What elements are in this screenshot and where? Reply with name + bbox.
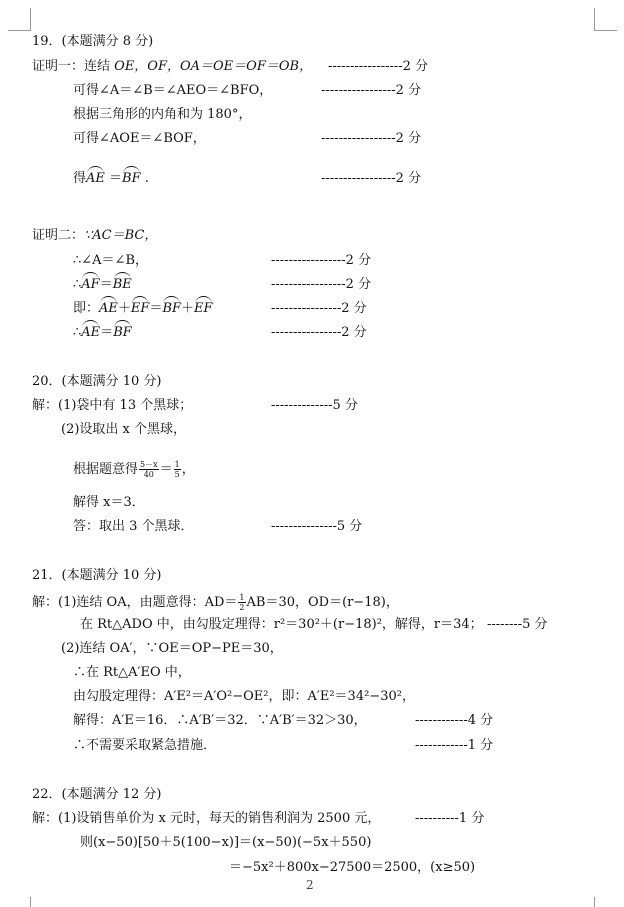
arc-bf: BF (113, 325, 132, 340)
q20-score5: ---------------5 分 (271, 519, 363, 534)
q19-title: 19．(本题满分 8 分) (32, 34, 154, 49)
q21-score2: --------5 分 (487, 617, 548, 632)
q19-proof1-l5a: 得 (73, 171, 87, 186)
q21-line3: (2)连结 OA′，∵OE＝OP−PE＝30， (61, 641, 283, 656)
q21-l1b: AB＝30，OD＝(r−18)， (246, 595, 399, 610)
q20-line3 (73, 460, 195, 479)
q19-proof1-l5b: . (140, 171, 149, 186)
q19-proof1-l1b: OE，OF，OA＝OE＝OF＝OB， (114, 59, 313, 74)
plus-sign: ＋ (181, 301, 195, 316)
q19-proof2-label: 证明二： (32, 228, 85, 243)
page-number: 2 (306, 878, 314, 892)
equals-sign: ＝ (99, 277, 113, 292)
fraction-1-over-5 (174, 460, 181, 479)
q21-line7: ∴不需要采取紧急措施． (73, 738, 217, 753)
crop-mark-bottom-right (594, 897, 617, 907)
q19-proof2-score3: -----------------2 分 (271, 277, 372, 292)
fraction-denominator: 2 (239, 603, 245, 612)
q20-l3a: 根据题意得 (73, 462, 139, 477)
therefore-symbol: ∴ (73, 325, 82, 340)
q19-proof1-l1a: 连结 (84, 59, 115, 74)
q20-l3eq: ＝ (159, 462, 173, 477)
q20-line2: (2)设取出 x 个黑球， (61, 422, 187, 437)
q21-line2: 在 Rt△ADO 中，由勾股定理得：r²＝30²＋(r−18)²，解得，r＝34； (80, 617, 483, 632)
q20-title: 20．(本题满分 10 分) (32, 374, 162, 389)
q19-proof1-line5 (73, 171, 149, 187)
q21-score7: ------------1 分 (415, 738, 494, 753)
q20-line4: 解得 x＝3． (73, 495, 145, 510)
q19-proof2-l4: 即： (73, 301, 100, 316)
q21-line6: 解得：A′E＝16．∴A′B′＝32．∵A′B′＝32＞30， (73, 713, 367, 728)
q19-proof1-score4: -----------------2 分 (321, 131, 422, 146)
fraction-numerator: 5－x (140, 460, 158, 469)
q19-proof2-line4 (73, 301, 213, 317)
q19-proof2-line1 (32, 228, 157, 244)
q19-proof2-score5: ----------------2 分 (271, 325, 367, 340)
q21-line1 (32, 593, 399, 612)
fraction-5-minus-x-over-40 (139, 460, 159, 479)
q20-l3b: ， (181, 462, 195, 477)
q21-l1a: 解：(1)连结 OA，由题意得：AD＝ (32, 595, 238, 610)
q22-title: 22．(本题满分 12 分) (32, 787, 162, 802)
q19-proof1-line1 (32, 59, 312, 75)
arc-ae: AE (99, 301, 118, 316)
q21-line4: ∴在 Rt△A′EO 中， (73, 665, 191, 680)
fraction-numerator: 1 (239, 593, 245, 602)
crop-mark-bottom-left (8, 897, 31, 907)
q22-line3: ＝−5x²＋800x−27500＝2500，(x≥50) (229, 860, 476, 875)
equals-sign: ＝ (149, 301, 163, 316)
q21-score6: ------------4 分 (415, 713, 494, 728)
q20-line5: 答：取出 3 个黑球． (73, 519, 194, 534)
fraction-denominator: 5 (174, 470, 180, 479)
q19-proof1-eq: ＝ (104, 171, 123, 186)
q19-proof2-score4: ----------------2 分 (271, 301, 367, 316)
arc-be: BE (112, 277, 132, 292)
q19-proof2-line3 (73, 277, 132, 293)
q22-line1: 解：(1)设销售单价为 x 元时，每天的销售利润为 2500 元， (32, 811, 381, 826)
crop-mark-top-right (594, 8, 617, 31)
q19-proof2-score2: -----------------2 分 (271, 253, 372, 268)
q19-proof2-l1: ∵AC＝BC， (84, 228, 158, 243)
therefore-symbol: ∴ (73, 277, 82, 292)
q22-score1: ----------1 分 (415, 811, 485, 826)
q19-proof1-score2: -----------------2 分 (321, 83, 422, 98)
fraction-numerator: 1 (174, 460, 180, 469)
crop-mark-top-left (8, 8, 31, 31)
fraction-1-over-2 (238, 593, 245, 612)
arc-af: AF (81, 277, 100, 292)
q19-proof1-line2: 可得∠A＝∠B＝∠AEO＝∠BFO， (73, 83, 273, 98)
q21-title: 21．(本题满分 10 分) (32, 568, 162, 583)
q19-proof1-line3: 根据三角形的内角和为 180°， (73, 107, 252, 122)
q19-proof1-score5: -----------------2 分 (321, 171, 422, 186)
q19-proof2-line2: ∴∠A＝∠B， (73, 253, 148, 268)
fraction-denominator: 40 (143, 470, 154, 479)
q19-proof1-score1: -----------------2 分 (328, 59, 429, 74)
arc-ae: AE (81, 325, 101, 340)
q20-score1: --------------5 分 (271, 398, 358, 413)
q19-proof1-label: 证明一： (32, 59, 85, 74)
equals-sign: ＝ (100, 325, 114, 340)
q21-line5: 由勾股定理得：A′E²＝A′O²−OE²，即：A′E²＝34²−30²， (73, 689, 415, 704)
arc-bf: BF (162, 301, 182, 316)
plus-sign: ＋ (117, 301, 131, 316)
arc-bf: BF (122, 171, 141, 186)
q19-proof2-line5 (73, 325, 132, 341)
arc-ef: EF (130, 301, 150, 316)
arc-ae: AE (86, 171, 105, 186)
q22-line2: 则(x−50)[50＋5(100−x)]＝(x−50)(−5x＋550) (80, 835, 372, 850)
arc-ef: EF (194, 301, 213, 316)
q19-proof1-line4: 可得∠AOE＝∠BOF， (73, 131, 206, 146)
q20-line1: 解：(1)袋中有 13 个黑球； (32, 398, 193, 413)
